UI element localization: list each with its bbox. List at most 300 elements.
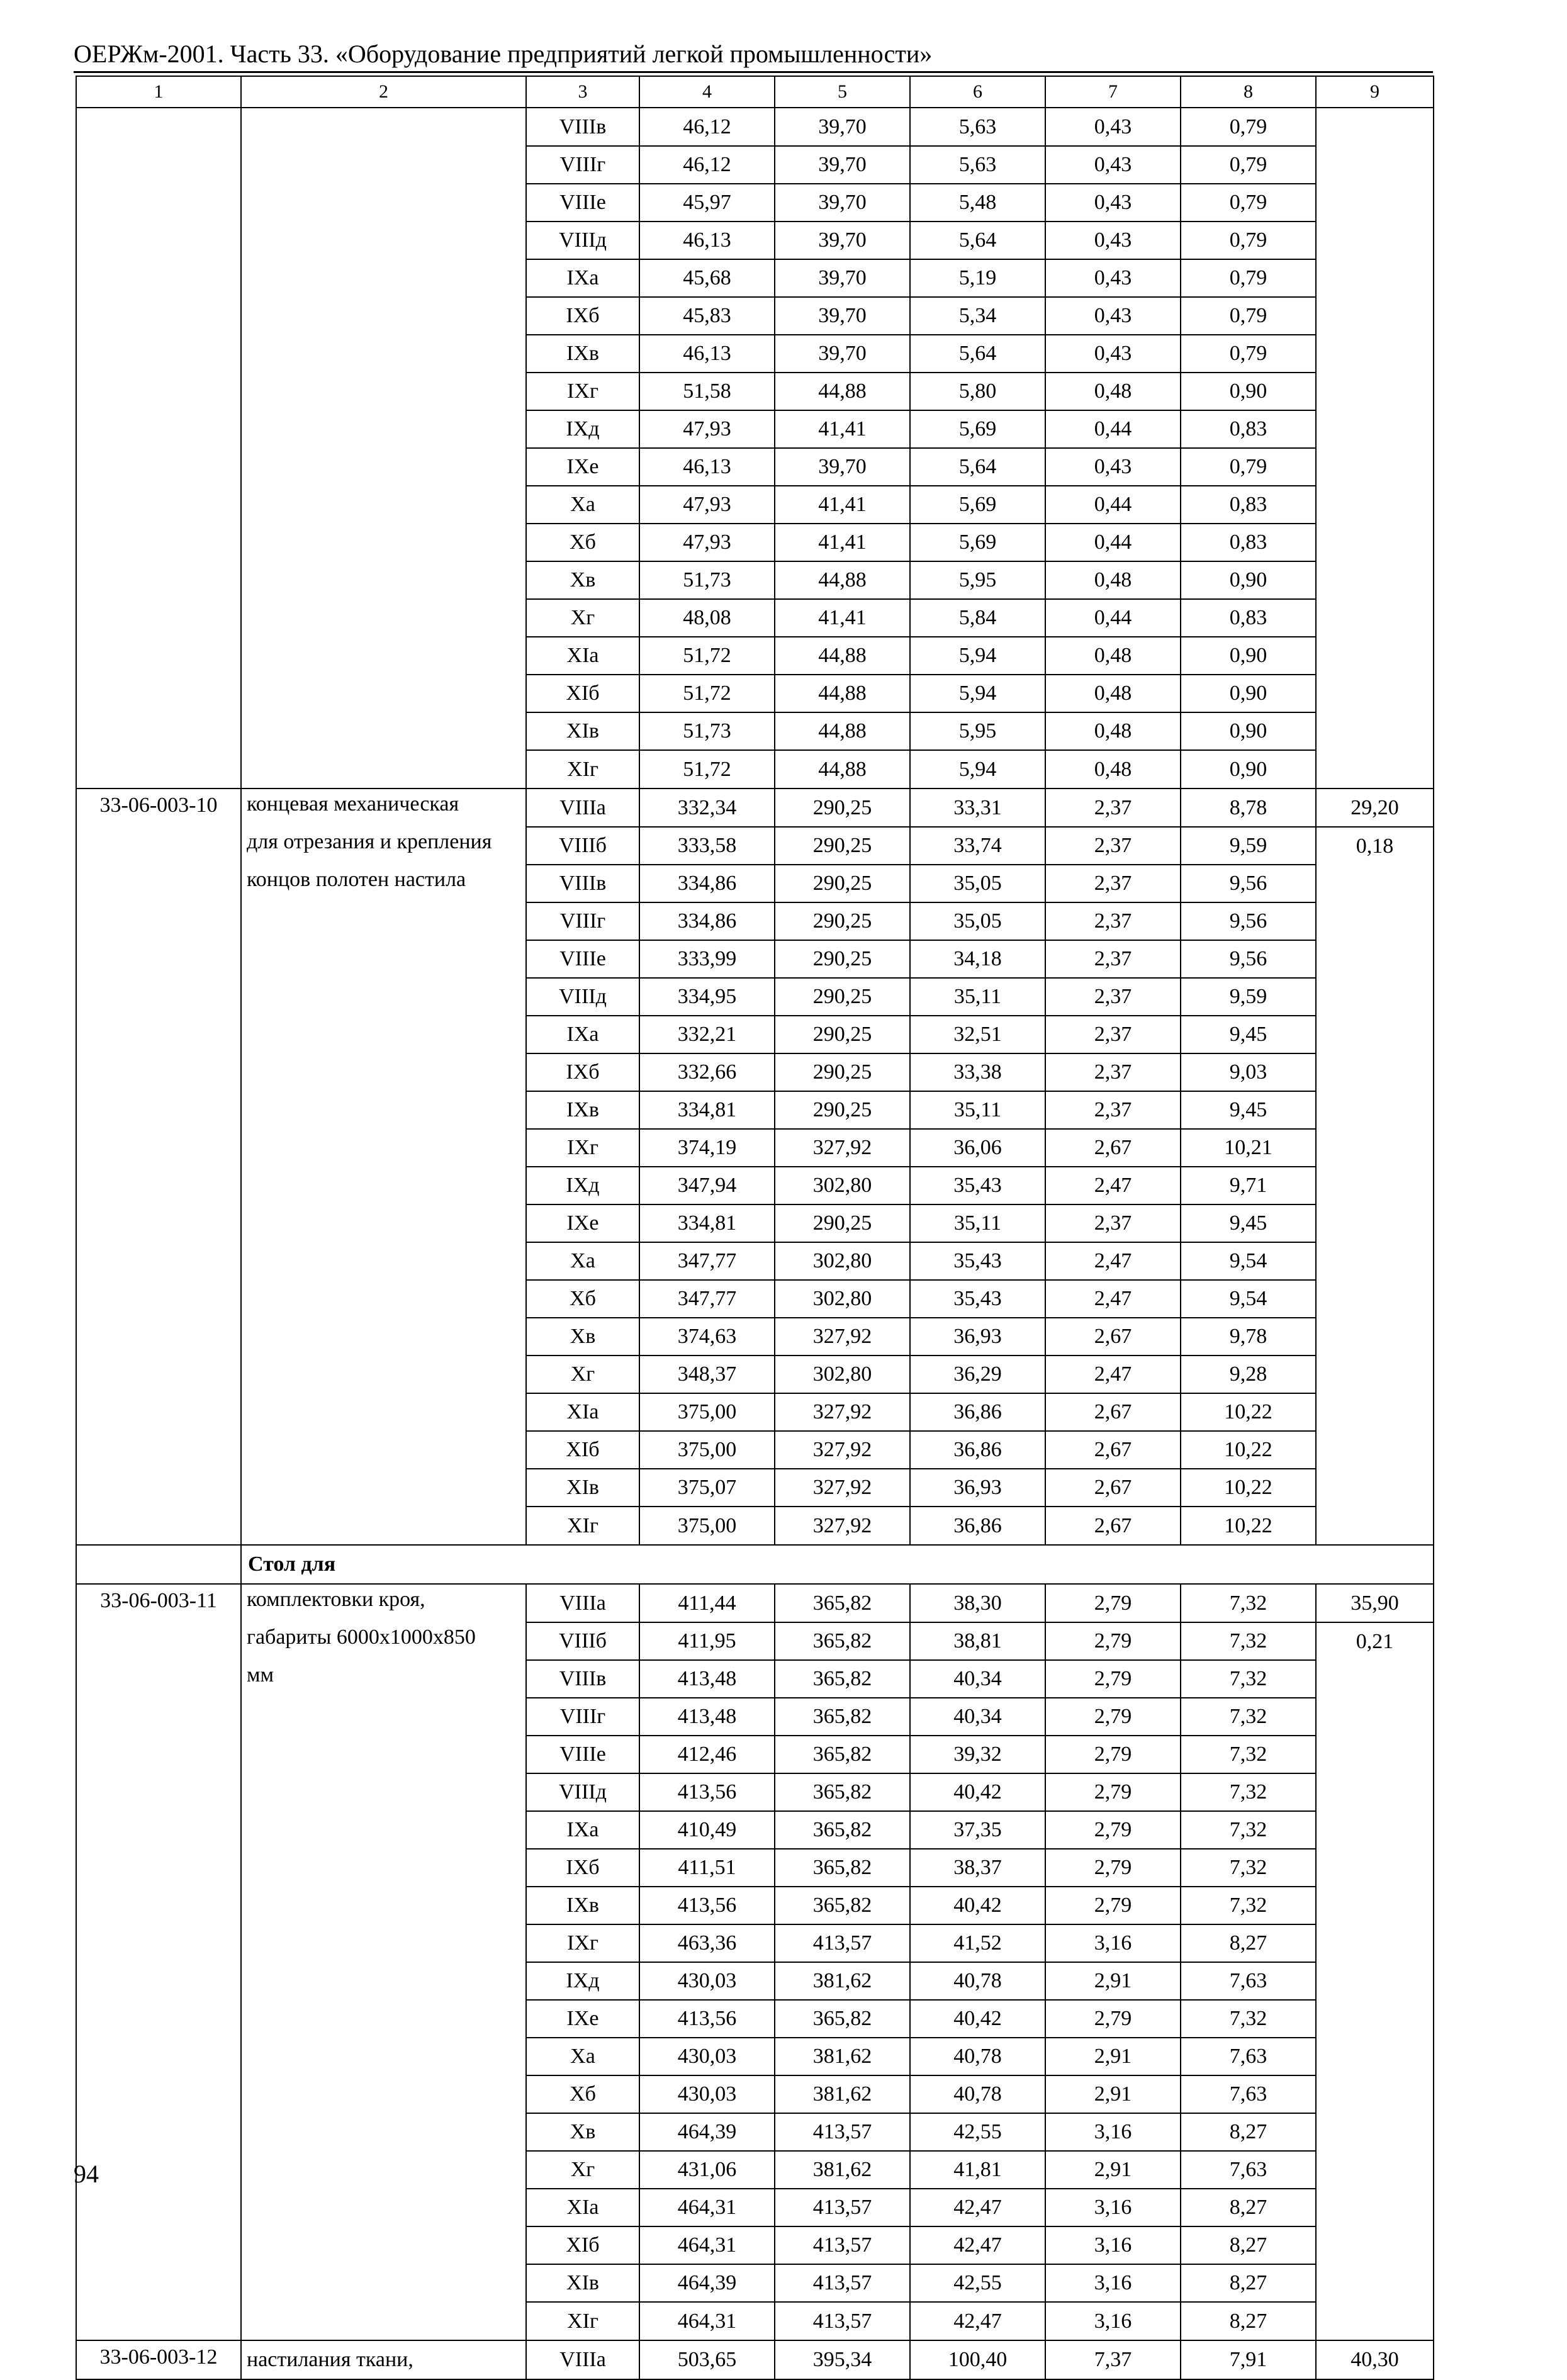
zone-code-cell: VIIIб [526,1622,639,1660]
zone-code-cell: Xг [526,599,639,637]
value-cell: 44,88 [775,637,910,675]
item-code: 33-06-003-10 [76,789,241,827]
value-cell: 39,70 [775,335,910,373]
code-cell-empty [76,1545,241,1584]
value-cell: 2,37 [1045,940,1181,978]
name-cell-empty [241,297,526,335]
name-cell-empty [241,2151,526,2189]
code-cell-empty [76,675,241,712]
value-cell: 7,63 [1181,2038,1316,2075]
code-cell-empty [76,750,241,789]
value-cell: 46,12 [639,108,775,146]
name-cell-empty [241,373,526,410]
value-cell: 36,86 [910,1507,1045,1545]
table-row [76,1584,1434,1622]
value-cell: 2,79 [1045,1584,1181,1622]
table-row [76,2113,1434,2151]
value-cell: 8,27 [1181,2113,1316,2151]
zone-code-cell: XIг [526,750,639,789]
value-cell: 413,57 [775,1924,910,1962]
value-cell: 2,79 [1045,1660,1181,1698]
header-divider [74,71,1433,73]
value-cell: 302,80 [775,1280,910,1318]
col9-cell-empty [1316,599,1434,637]
value-cell: 47,93 [639,524,775,561]
value-cell: 365,82 [775,1773,910,1811]
col9-cell-empty [1316,1849,1434,1887]
value-cell: 7,32 [1181,1660,1316,1698]
value-cell: 10,22 [1181,1431,1316,1469]
value-cell: 47,93 [639,486,775,524]
value-cell: 411,44 [639,1584,775,1622]
value-cell: 8,27 [1181,1924,1316,1962]
col9-cell-empty [1316,2302,1434,2340]
code-cell-empty [76,2113,241,2151]
value-cell: 5,94 [910,750,1045,789]
col9-cell-empty [1316,2226,1434,2264]
value-cell: 33,31 [910,789,1045,827]
zone-code-cell: VIIIa [526,1584,639,1622]
value-cell: 35,11 [910,1091,1045,1129]
col9-cell-empty [1316,335,1434,373]
value-cell: 290,25 [775,902,910,940]
name-cell-empty [241,486,526,524]
value-cell: 327,92 [775,1318,910,1356]
value-cell: 2,67 [1045,1318,1181,1356]
value-cell: 2,37 [1045,1053,1181,1091]
code-cell-empty [76,2226,241,2264]
value-cell: 9,56 [1181,902,1316,940]
zone-code-cell: Xб [526,1280,639,1318]
value-cell: 0,79 [1181,222,1316,259]
code-cell-empty [76,410,241,448]
zone-code-cell: VIIIe [526,1736,639,1773]
value-cell: 2,47 [1045,1280,1181,1318]
value-cell: 332,66 [639,1053,775,1091]
value-cell: 36,86 [910,1431,1045,1469]
value-cell: 5,95 [910,561,1045,599]
name-cell-empty [241,2038,526,2075]
code-cell-empty [76,1091,241,1129]
zone-code-cell: VIIIд [526,1773,639,1811]
code-cell-empty [76,1431,241,1469]
zone-code-cell: Xa [526,2038,639,2075]
value-cell: 290,25 [775,978,910,1016]
col9-cell-empty [1316,978,1434,1016]
col9-cell-empty [1316,1887,1434,1924]
value-cell: 47,93 [639,410,775,448]
value-cell: 0,48 [1045,675,1181,712]
name-cell-empty [241,1393,526,1431]
code-cell-empty [76,146,241,184]
value-cell: 365,82 [775,1622,910,1660]
name-cell-empty [241,335,526,373]
value-cell: 0,44 [1045,524,1181,561]
value-cell: 46,12 [639,146,775,184]
value-cell: 10,21 [1181,1129,1316,1167]
value-cell: 0,43 [1045,335,1181,373]
name-cell-empty [241,978,526,1016]
value-cell: 9,56 [1181,865,1316,902]
value-cell: 7,32 [1181,1698,1316,1736]
value-cell: 42,47 [910,2302,1045,2340]
zone-code-cell: Xв [526,561,639,599]
zone-code-cell: Xг [526,2151,639,2189]
value-cell: 9,03 [1181,1053,1316,1091]
value-cell: 7,32 [1181,1811,1316,1849]
zone-code-cell: IXa [526,259,639,297]
value-cell: 9,59 [1181,827,1316,865]
value-cell: 0,83 [1181,410,1316,448]
code-cell-empty [76,827,241,865]
table-row [76,2340,1434,2379]
value-cell: 2,91 [1045,2075,1181,2113]
value-cell: 40,42 [910,2000,1045,2038]
value-cell: 0,79 [1181,335,1316,373]
col9-value: 40,30 [1316,2340,1434,2379]
col9-cell-empty [1316,1962,1434,2000]
code-cell-empty [76,2264,241,2302]
zone-code-cell: IXд [526,1167,639,1204]
value-cell: 0,83 [1181,524,1316,561]
value-cell: 0,43 [1045,259,1181,297]
value-cell: 40,42 [910,1773,1045,1811]
value-cell: 3,16 [1045,2302,1181,2340]
value-cell: 464,39 [639,2113,775,2151]
value-cell: 375,00 [639,1393,775,1431]
code-cell-empty [76,712,241,750]
name-cell-empty [241,1167,526,1204]
value-cell: 36,93 [910,1469,1045,1507]
value-cell: 2,79 [1045,1811,1181,1849]
value-cell: 40,42 [910,1887,1045,1924]
table-row [76,1887,1434,1924]
zone-code-cell: IXб [526,297,639,335]
item-name-line: для отрезания и крепления [241,827,526,865]
zone-code-cell: IXe [526,1204,639,1242]
value-cell: 8,27 [1181,2264,1316,2302]
name-cell-empty [241,637,526,675]
value-cell: 5,64 [910,222,1045,259]
code-cell-empty [76,637,241,675]
item-name-line: концевая механическая [241,789,526,827]
value-cell: 51,72 [639,637,775,675]
col9-cell-empty [1316,1660,1434,1698]
value-cell: 7,63 [1181,2075,1316,2113]
value-cell: 36,06 [910,1129,1045,1167]
col9-cell-empty [1316,750,1434,789]
column-number: 3 [526,76,639,108]
value-cell: 5,94 [910,637,1045,675]
value-cell: 381,62 [775,1962,910,2000]
name-cell-empty [241,448,526,486]
value-cell: 0,90 [1181,712,1316,750]
value-cell: 332,21 [639,1016,775,1053]
col9-cell-empty [1316,1318,1434,1356]
value-cell: 381,62 [775,2075,910,2113]
code-cell-empty [76,1660,241,1698]
value-cell: 2,67 [1045,1431,1181,1469]
table-row [76,750,1434,789]
item-code: 33-06-003-12 [76,2340,241,2379]
value-cell: 0,90 [1181,561,1316,599]
value-cell: 334,81 [639,1091,775,1129]
col9-cell-empty [1316,712,1434,750]
value-cell: 46,13 [639,222,775,259]
value-cell: 7,32 [1181,1736,1316,1773]
value-cell: 290,25 [775,1204,910,1242]
table-row [76,1356,1434,1393]
table-row [76,1962,1434,2000]
table-row [76,599,1434,637]
value-cell: 42,47 [910,2226,1045,2264]
col9-cell-empty [1316,222,1434,259]
value-cell: 7,32 [1181,1849,1316,1887]
zone-code-cell: VIIIe [526,184,639,222]
value-cell: 41,41 [775,486,910,524]
col9-cell-empty [1316,297,1434,335]
code-cell-empty [76,865,241,902]
value-cell: 365,82 [775,1584,910,1622]
name-cell-empty [241,1469,526,1507]
code-cell-empty [76,1204,241,1242]
value-cell: 5,48 [910,184,1045,222]
value-cell: 365,82 [775,1811,910,1849]
table-row [76,675,1434,712]
value-cell: 38,30 [910,1584,1045,1622]
table-row [76,940,1434,978]
col9-cell-empty [1316,1016,1434,1053]
value-cell: 7,32 [1181,1773,1316,1811]
value-cell: 413,57 [775,2189,910,2226]
value-cell: 0,79 [1181,146,1316,184]
value-cell: 290,25 [775,1053,910,1091]
code-cell-empty [76,2189,241,2226]
zone-code-cell: IXe [526,2000,639,2038]
value-cell: 7,37 [1045,2340,1181,2379]
value-cell: 0,44 [1045,410,1181,448]
zone-code-cell: VIIIв [526,108,639,146]
table-row [76,1849,1434,1887]
name-cell-empty [241,2302,526,2340]
col9-cell-empty [1316,2038,1434,2075]
value-cell: 2,47 [1045,1167,1181,1204]
value-cell: 7,63 [1181,1962,1316,2000]
table-row [76,1773,1434,1811]
column-number: 6 [910,76,1045,108]
code-cell-empty [76,1622,241,1660]
value-cell: 51,58 [639,373,775,410]
column-number: 8 [1181,76,1316,108]
code-cell-empty [76,1016,241,1053]
code-cell-empty [76,108,241,146]
value-cell: 412,46 [639,1736,775,1773]
zone-code-cell: XIa [526,1393,639,1431]
value-cell: 290,25 [775,1091,910,1129]
value-cell: 7,32 [1181,2000,1316,2038]
code-cell-empty [76,1280,241,1318]
value-cell: 327,92 [775,1129,910,1167]
zone-code-cell: IXa [526,1811,639,1849]
col9-cell-empty [1316,1204,1434,1242]
name-cell-empty [241,222,526,259]
zone-code-cell: VIIIe [526,940,639,978]
value-cell: 464,31 [639,2189,775,2226]
name-cell-empty [241,1129,526,1167]
value-cell: 2,67 [1045,1129,1181,1167]
value-cell: 9,71 [1181,1167,1316,1204]
value-cell: 37,35 [910,1811,1045,1849]
zone-code-cell: Xв [526,2113,639,2151]
col9-cell-empty [1316,2189,1434,2226]
value-cell: 9,78 [1181,1318,1316,1356]
value-cell: 2,37 [1045,827,1181,865]
column-number-row [76,76,1434,108]
value-cell: 332,34 [639,789,775,827]
code-cell-empty [76,184,241,222]
name-cell-empty [241,750,526,789]
value-cell: 39,70 [775,297,910,335]
item-code: 33-06-003-11 [76,1584,241,1622]
value-cell: 0,48 [1045,750,1181,789]
code-cell-empty [76,1811,241,1849]
zone-code-cell: Xб [526,2075,639,2113]
table-row [76,1091,1434,1129]
column-number: 1 [76,76,241,108]
value-cell: 9,45 [1181,1204,1316,1242]
value-cell: 413,57 [775,2264,910,2302]
name-cell-empty [241,1887,526,1924]
value-cell: 10,22 [1181,1507,1316,1545]
zone-code-cell: IXв [526,335,639,373]
col9-cell-empty [1316,1129,1434,1167]
zone-code-cell: XIв [526,2264,639,2302]
zone-code-cell: Xв [526,1318,639,1356]
name-cell-empty [241,1318,526,1356]
col9-cell-empty [1316,1091,1434,1129]
table-row [76,259,1434,297]
value-cell: 503,65 [639,2340,775,2379]
col9-cell-empty [1316,1698,1434,1736]
value-cell: 39,70 [775,108,910,146]
value-cell: 45,97 [639,184,775,222]
value-cell: 41,41 [775,410,910,448]
value-cell: 290,25 [775,789,910,827]
name-cell-empty [241,524,526,561]
code-cell-empty [76,222,241,259]
value-cell: 2,47 [1045,1356,1181,1393]
col9-cell-empty [1316,184,1434,222]
zone-code-cell: IXг [526,1924,639,1962]
table-row [76,1204,1434,1242]
value-cell: 5,80 [910,373,1045,410]
col9-cell-empty [1316,524,1434,561]
value-cell: 334,81 [639,1204,775,1242]
zone-code-cell: Xг [526,1356,639,1393]
zone-code-cell: XIa [526,637,639,675]
table-row [76,827,1434,865]
value-cell: 327,92 [775,1507,910,1545]
table-row [76,486,1434,524]
table-row [76,1736,1434,1773]
table-row [76,1924,1434,1962]
col9-cell-empty [1316,486,1434,524]
table-row [76,1811,1434,1849]
value-cell: 40,78 [910,2075,1045,2113]
name-cell-empty [241,146,526,184]
col9-cell-empty [1316,561,1434,599]
name-cell-empty [241,1016,526,1053]
value-cell: 431,06 [639,2151,775,2189]
col9-cell-empty [1316,1280,1434,1318]
value-cell: 7,32 [1181,1622,1316,1660]
table-body [76,76,1434,2379]
table-row [76,184,1434,222]
value-cell: 3,16 [1045,2264,1181,2302]
value-cell: 42,55 [910,2264,1045,2302]
value-cell: 5,63 [910,146,1045,184]
code-cell-empty [76,1849,241,1887]
value-cell: 39,70 [775,184,910,222]
value-cell: 2,67 [1045,1507,1181,1545]
value-cell: 33,74 [910,827,1045,865]
col9-cell-empty [1316,1736,1434,1773]
value-cell: 51,72 [639,675,775,712]
value-cell: 9,54 [1181,1242,1316,1280]
value-cell: 9,59 [1181,978,1316,1016]
value-cell: 365,82 [775,1660,910,1698]
table-row [76,222,1434,259]
name-cell-empty [241,1053,526,1091]
zone-code-cell: IXв [526,1887,639,1924]
zone-code-cell: XIг [526,2302,639,2340]
value-cell: 5,95 [910,712,1045,750]
col9-cell-empty [1316,1167,1434,1204]
value-cell: 2,47 [1045,1242,1181,1280]
col9-cell-empty [1316,410,1434,448]
value-cell: 5,84 [910,599,1045,637]
value-cell: 347,77 [639,1280,775,1318]
value-cell: 3,16 [1045,2226,1181,2264]
table-row [76,1393,1434,1431]
code-cell-empty [76,2302,241,2340]
value-cell: 36,93 [910,1318,1045,1356]
zone-code-cell: VIIIб [526,827,639,865]
value-cell: 365,82 [775,2000,910,2038]
value-cell: 464,39 [639,2264,775,2302]
code-cell-empty [76,1507,241,1545]
value-cell: 44,88 [775,675,910,712]
value-cell: 35,11 [910,1204,1045,1242]
zone-code-cell: XIб [526,1431,639,1469]
zone-code-cell: IXд [526,1962,639,2000]
value-cell: 42,47 [910,2189,1045,2226]
value-cell: 430,03 [639,2075,775,2113]
value-cell: 0,48 [1045,373,1181,410]
value-cell: 0,79 [1181,297,1316,335]
value-cell: 35,43 [910,1280,1045,1318]
table-row [76,1507,1434,1545]
table-row [76,410,1434,448]
value-cell: 290,25 [775,827,910,865]
value-cell: 40,34 [910,1698,1045,1736]
value-cell: 365,82 [775,1849,910,1887]
code-cell-empty [76,1469,241,1507]
value-cell: 2,79 [1045,1849,1181,1887]
code-cell-empty [76,259,241,297]
code-cell-empty [76,1167,241,1204]
value-cell: 9,28 [1181,1356,1316,1393]
